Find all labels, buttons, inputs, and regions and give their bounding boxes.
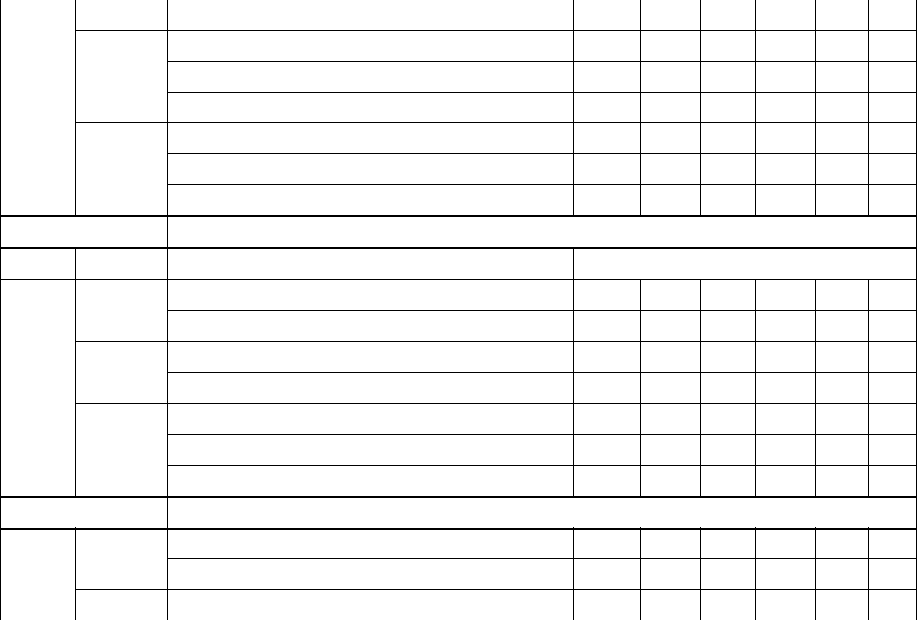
- result-excellent: [573, 92, 640, 122]
- table-rule: [167, 92, 917, 93]
- table-rule: [573, 279, 574, 496]
- result-pass: [700, 0, 755, 30]
- evaluation-criterion: [167, 61, 573, 92]
- summary-label: [0, 215, 167, 247]
- result-fail: [815, 465, 868, 496]
- table-rule: [75, 30, 917, 31]
- evaluation-criterion: [167, 184, 573, 215]
- table-rule: [0, 279, 917, 280]
- evaluation-item: [75, 30, 167, 122]
- evaluation-criterion: [167, 403, 573, 434]
- table-rule: [573, 248, 574, 279]
- result-percent: [640, 372, 700, 403]
- table-rule: [815, 527, 816, 620]
- table-rule: [167, 465, 917, 466]
- result-fail: [815, 153, 868, 184]
- result-pass: [700, 279, 755, 310]
- result-pass: [700, 465, 755, 496]
- table-rule: [75, 0, 76, 215]
- table-rule: [75, 341, 917, 342]
- result-percent: [640, 153, 700, 184]
- evaluation-item: [75, 589, 167, 620]
- result-excellent: [573, 122, 640, 153]
- header-result: [573, 248, 917, 279]
- result-fail: [815, 122, 868, 153]
- evaluation-criterion: [167, 465, 573, 496]
- result-pass: [700, 122, 755, 153]
- header-object: [0, 248, 75, 279]
- result-excellent: [573, 403, 640, 434]
- table-rule: [167, 61, 917, 62]
- table-rule: [815, 279, 816, 496]
- table-rule: [0, 279, 1, 496]
- table-rule: [75, 279, 76, 496]
- table-rule: [75, 122, 917, 123]
- table-rule: [700, 279, 701, 496]
- table-rule: [815, 0, 816, 215]
- table-rule: [0, 248, 1, 279]
- summary-value: [167, 496, 917, 528]
- result-pass: [700, 30, 755, 61]
- result-pass: [700, 153, 755, 184]
- table-rule: [75, 589, 917, 590]
- evaluation-item: [75, 527, 167, 589]
- evaluation-criterion: [167, 341, 573, 372]
- result-percent: [640, 184, 700, 215]
- result-fail: [815, 310, 868, 341]
- result-pass: [700, 527, 755, 558]
- result-excellent: [573, 434, 640, 465]
- evaluation-item: [75, 122, 167, 215]
- table-rule: [167, 310, 917, 311]
- evaluation-object: [0, 279, 75, 496]
- result-fail: [815, 0, 868, 30]
- result-percent: [640, 403, 700, 434]
- result-excellent: [573, 30, 640, 61]
- result-fail: [815, 30, 868, 61]
- evaluation-item: [75, 341, 167, 403]
- evaluation-criterion: [167, 92, 573, 122]
- table-rule: [868, 0, 869, 215]
- result-excellent: [573, 153, 640, 184]
- result-percent: [640, 434, 700, 465]
- result-pass: [700, 372, 755, 403]
- evaluation-criterion: [167, 279, 573, 310]
- result-pass: [700, 184, 755, 215]
- result-fail: [815, 341, 868, 372]
- evaluation-criterion: [167, 153, 573, 184]
- result-fail: [815, 61, 868, 92]
- table-rule: [167, 558, 917, 559]
- table-rule: [640, 279, 641, 496]
- header-content: [167, 248, 573, 279]
- table-rule: [75, 248, 76, 279]
- result-pass: [700, 310, 755, 341]
- result-percent: [640, 279, 700, 310]
- result-fail: [815, 184, 868, 215]
- result-excellent: [573, 279, 640, 310]
- table-rule: [755, 527, 756, 620]
- result-excellent: [573, 0, 640, 30]
- table-rule: [167, 215, 168, 247]
- result-fail: [815, 527, 868, 558]
- table-rule: [167, 434, 917, 435]
- table-rule: [167, 248, 168, 279]
- table-rule: [167, 0, 168, 215]
- table-rule: [0, 496, 1, 528]
- table-rule: [167, 279, 168, 496]
- evaluation-criterion: [167, 434, 573, 465]
- evaluation-criterion: [167, 372, 573, 403]
- result-fail: [815, 558, 868, 589]
- result-fail: [815, 434, 868, 465]
- result-excellent: [573, 310, 640, 341]
- table-rule: [75, 527, 76, 620]
- result-pass: [700, 61, 755, 92]
- evaluation-criterion: [167, 558, 573, 589]
- evaluation-criterion: [167, 30, 573, 61]
- result-fail: [815, 589, 868, 620]
- table-rule: [640, 0, 641, 215]
- result-percent: [640, 558, 700, 589]
- result-percent: [640, 465, 700, 496]
- evaluation-object: [0, 527, 75, 620]
- table-rule: [167, 496, 168, 528]
- evaluation-item: [75, 403, 167, 496]
- result-excellent: [573, 465, 640, 496]
- table-rule: [167, 184, 917, 185]
- result-percent: [640, 527, 700, 558]
- result-percent: [640, 589, 700, 620]
- result-excellent: [573, 184, 640, 215]
- result-percent: [640, 92, 700, 122]
- evaluation-criterion: [167, 122, 573, 153]
- result-pass: [700, 403, 755, 434]
- result-excellent: [573, 372, 640, 403]
- header-item: [75, 248, 167, 279]
- result-percent: [640, 61, 700, 92]
- table-rule: [868, 527, 869, 620]
- table-rule: [755, 279, 756, 496]
- evaluation-criterion: [167, 310, 573, 341]
- table-rule: [700, 0, 701, 215]
- table-rule: [167, 527, 168, 620]
- table-rule: [755, 0, 756, 215]
- table-rule: [700, 527, 701, 620]
- result-fail: [815, 279, 868, 310]
- table-rule: [573, 527, 574, 620]
- result-excellent: [573, 61, 640, 92]
- table-rule: [75, 403, 917, 404]
- table-rule: [0, 0, 1, 215]
- result-pass: [700, 341, 755, 372]
- table-rule: [573, 0, 574, 215]
- result-excellent: [573, 527, 640, 558]
- table-rule: [167, 153, 917, 154]
- result-excellent: [573, 589, 640, 620]
- summary-value: [167, 215, 917, 247]
- result-pass: [700, 589, 755, 620]
- result-percent: [640, 30, 700, 61]
- summary-label: [0, 496, 167, 528]
- result-excellent: [573, 341, 640, 372]
- result-fail: [815, 92, 868, 122]
- table-rule: [0, 527, 1, 620]
- result-pass: [700, 92, 755, 122]
- table-rule: [640, 527, 641, 620]
- result-pass: [700, 558, 755, 589]
- result-excellent: [573, 558, 640, 589]
- result-pass: [700, 434, 755, 465]
- evaluation-criterion: [167, 589, 573, 620]
- result-percent: [640, 341, 700, 372]
- result-fail: [815, 372, 868, 403]
- result-percent: [640, 310, 700, 341]
- table-rule: [0, 215, 1, 247]
- result-percent: [640, 122, 700, 153]
- table-rule: [167, 372, 917, 373]
- evaluation-criterion: [167, 527, 573, 558]
- evaluation-criterion: [167, 0, 573, 30]
- result-percent: [640, 0, 700, 30]
- result-fail: [815, 403, 868, 434]
- table-rule: [868, 279, 869, 496]
- evaluation-item: [75, 279, 167, 341]
